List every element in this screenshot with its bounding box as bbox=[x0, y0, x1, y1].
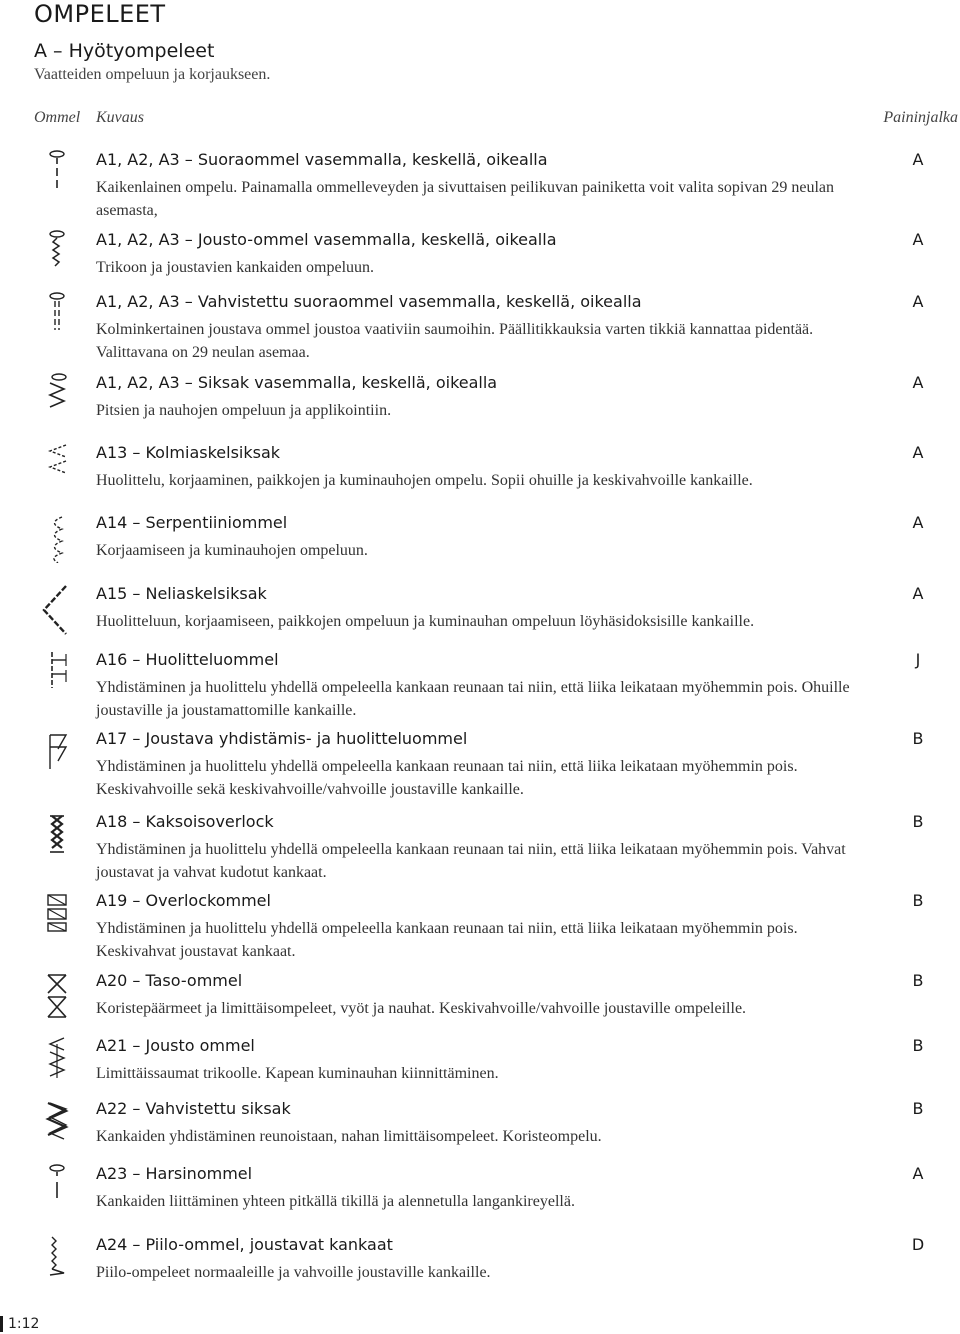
stitch-description: Yhdistäminen ja huolittelu yhdellä ompeleella kankaan reunaan tai niin, että liika leikataan myöhemmin pois. Keskivahvat joustavat kankaat. bbox=[96, 920, 798, 960]
elastic-stitch-icon bbox=[44, 1036, 70, 1082]
stitch-description: Yhdistäminen ja huolittelu yhdellä ompeleella kankaan reunaan tai niin, että liika leikataan myöhemmin pois. Keskivahvoille sekä keskivahvoille/vahvoille joustaville kankaille. bbox=[96, 758, 798, 798]
presser-foot: B bbox=[912, 812, 924, 831]
presser-foot: J bbox=[915, 650, 921, 669]
double-overlock-icon bbox=[44, 812, 70, 854]
three-step-zigzag-icon bbox=[44, 443, 70, 483]
basting-stitch-icon bbox=[44, 1164, 70, 1204]
stretch-stitch-icon bbox=[44, 230, 70, 270]
straight-stitch-icon bbox=[44, 150, 70, 192]
serpentine-stitch-icon bbox=[44, 513, 70, 563]
stitch-description: Yhdistäminen ja huolittelu yhdellä ompeleella kankaan reunaan tai niin, että liika leikataan myöhemmin pois. Ohuille joustaville ja joustamattomille kankaille. bbox=[96, 679, 850, 719]
stitch-description: Pitsien ja nauhojen ompeluun ja applikointiin. bbox=[96, 402, 392, 419]
four-step-zigzag-icon bbox=[40, 584, 66, 636]
section-title: A – Hyötyompeleet bbox=[34, 40, 215, 62]
stitch-name: A21 – Jousto ommel bbox=[96, 1036, 255, 1055]
stitch-name: A19 – Overlockommel bbox=[96, 891, 271, 910]
stitch-description: Kankaiden liittäminen yhteen pitkällä tikillä ja alennetulla langankireyellä. bbox=[96, 1193, 575, 1210]
stitch-description: Piilo-ompeleet normaaleille ja vahvoille joustaville kankaille. bbox=[96, 1264, 491, 1281]
presser-foot: B bbox=[912, 1036, 924, 1055]
presser-foot: A bbox=[912, 584, 924, 603]
stitch-description: Koristepäärmeet ja limittäisompeleet, vyöt ja nauhat. Keskivahvoille/vahvoille joustaville ompeleille. bbox=[96, 1000, 747, 1017]
section-subtitle: Vaatteiden ompeluun ja korjaukseen. bbox=[34, 66, 271, 83]
stitch-name: A23 – Harsinommel bbox=[96, 1164, 253, 1183]
presser-foot: B bbox=[912, 729, 924, 748]
presser-foot: B bbox=[912, 1099, 924, 1118]
presser-foot: D bbox=[911, 1235, 925, 1254]
presser-foot: A bbox=[912, 373, 924, 392]
stitch-description: Kankaiden yhdistäminen reunoistaan, nahan limittäisompeleet. Koristeompelu. bbox=[96, 1128, 602, 1145]
stitch-description: Korjaamiseen ja kuminauhojen ompeluun. bbox=[96, 542, 368, 559]
stitch-name: A14 – Serpentiiniommel bbox=[96, 513, 288, 532]
column-header-stitch: Ommel bbox=[34, 109, 81, 126]
stitch-description: Huolittelu, korjaaminen, paikkojen ja kuminauhojen ompelu. Sopii ohuille ja keskivahvoille kankaille. bbox=[96, 472, 753, 489]
stitch-name: A24 – Piilo-ommel, joustavat kankaat bbox=[96, 1235, 393, 1254]
triple-straight-stitch-icon bbox=[44, 292, 70, 334]
stitch-name: A18 – Kaksoisoverlock bbox=[96, 812, 274, 831]
stitch-name: A1, A2, A3 – Suoraommel vasemmalla, keskellä, oikealla bbox=[96, 150, 548, 169]
stitch-name: A20 – Taso-ommel bbox=[96, 971, 243, 990]
stitch-name: A1, A2, A3 – Vahvistettu suoraommel vasemmalla, keskellä, oikealla bbox=[96, 292, 642, 311]
zigzag-stitch-icon bbox=[44, 373, 70, 413]
stitch-name: A17 – Joustava yhdistämis- ja huolitteluommel bbox=[96, 729, 468, 748]
presser-foot: A bbox=[912, 513, 924, 532]
stitch-description: Kaikenlainen ompelu. Painamalla ommelleveyden ja sivuttaisen peilikuvan painiketta voit valita sopivan 29 neulan asemasta, bbox=[96, 179, 835, 219]
stitch-name: A22 – Vahvistettu siksak bbox=[96, 1099, 291, 1118]
page-number: 1:12 bbox=[8, 1316, 40, 1332]
stitch-description: Yhdistäminen ja huolittelu yhdellä ompeleella kankaan reunaan tai niin, että liika leikataan myöhemmin pois. Vahvat joustavat ja vahvat kudotut kankaat. bbox=[96, 841, 846, 881]
column-header-description: Kuvaus bbox=[96, 109, 144, 126]
stitch-name: A15 – Neliaskelsiksak bbox=[96, 584, 267, 603]
stitch-description: Huolitteluun, korjaamiseen, paikkojen ompeluun ja kuminauhan ompeluun löyhäsidoksisille kankaille. bbox=[96, 613, 755, 630]
stitch-name: A13 – Kolmiaskelsiksak bbox=[96, 443, 281, 462]
stretch-overcast-icon bbox=[44, 729, 70, 771]
page-title: OMPELEET bbox=[34, 0, 166, 28]
overlock-stitch-icon bbox=[44, 891, 70, 935]
page-edge-marker bbox=[0, 1316, 3, 1332]
column-header-presser-foot: Paininjalka bbox=[883, 109, 958, 126]
stitch-description: Limittäissaumat trikoolle. Kapean kuminauhan kiinnittäminen. bbox=[96, 1065, 499, 1082]
presser-foot: A bbox=[912, 230, 924, 249]
reinforced-zigzag-icon bbox=[44, 1099, 70, 1143]
presser-foot: A bbox=[912, 1164, 924, 1183]
blind-hem-stretch-icon bbox=[44, 1235, 70, 1279]
presser-foot: A bbox=[912, 150, 924, 169]
stitch-description: Kolminkertainen joustava ommel joustoa vaativiin saumoihin. Päällitikkauksia varten tikkiä kannattaa pidentää. Valittavana on 29 neulan asemaa. bbox=[96, 321, 814, 361]
stitch-name: A16 – Huolitteluommel bbox=[96, 650, 279, 669]
stitch-description: Trikoon ja joustavien kankaiden ompeluun. bbox=[96, 259, 375, 276]
overcast-stitch-icon bbox=[44, 650, 70, 690]
presser-foot: B bbox=[912, 891, 924, 910]
presser-foot: A bbox=[912, 292, 924, 311]
stitch-name: A1, A2, A3 – Jousto-ommel vasemmalla, keskellä, oikealla bbox=[96, 230, 557, 249]
presser-foot: A bbox=[912, 443, 924, 462]
presser-foot: B bbox=[912, 971, 924, 990]
flatlock-stitch-icon bbox=[44, 971, 70, 1021]
stitch-name: A1, A2, A3 – Siksak vasemmalla, keskellä, oikealla bbox=[96, 373, 498, 392]
